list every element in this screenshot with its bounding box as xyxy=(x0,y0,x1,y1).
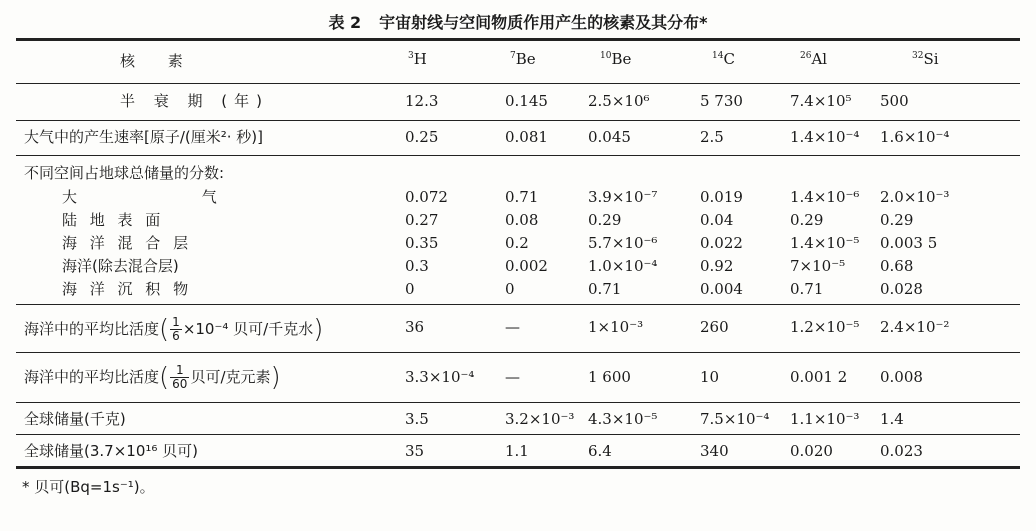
table-cell: 0.003 5 xyxy=(880,234,938,252)
table-cell: 0.002 xyxy=(505,257,548,275)
table-cell: 0.92 xyxy=(700,257,734,275)
rule-3 xyxy=(16,304,1020,305)
table-title xyxy=(0,10,1036,33)
table-cell: 7.4×10⁵ xyxy=(790,92,852,110)
table-cell: 260 xyxy=(700,318,729,336)
ocean-element-label: 海洋中的平均比活度( $\frac{1}{60}$ 贝可/克元素) xyxy=(24,362,281,393)
rule-6 xyxy=(16,434,1020,435)
table-cell: 0.2 xyxy=(505,234,529,252)
table-cell: 0.081 xyxy=(505,128,548,146)
table-cell: 0.072 xyxy=(405,188,448,206)
rule-1 xyxy=(16,120,1020,121)
table-title-text: 宇宙射线与空间物质作用产生的核素及其分布* xyxy=(379,13,708,32)
table-cell: 0.023 xyxy=(880,442,923,460)
nuclide-header xyxy=(510,50,536,68)
top-rule xyxy=(16,38,1020,41)
table-cell: 2.4×10⁻² xyxy=(880,318,950,336)
table-cell: 7.5×10⁻⁴ xyxy=(700,410,770,428)
table-cell: 0.71 xyxy=(790,280,824,298)
table-cell: 0.71 xyxy=(505,188,539,206)
table-cell: 2.0×10⁻³ xyxy=(880,188,950,206)
table-cell: 10 xyxy=(700,368,720,386)
nuclide-mass: 7 xyxy=(510,51,516,61)
nuclide-header xyxy=(800,50,827,68)
fraction-row-label: 海 洋 混 合 层 xyxy=(62,234,193,252)
table-cell: 3.2×10⁻³ xyxy=(505,410,575,428)
nuclide-header xyxy=(712,50,735,68)
table-cell: 1.1 xyxy=(505,442,529,460)
table-cell: 4.3×10⁻⁵ xyxy=(588,410,658,428)
table-cell: 1.4×10⁻⁴ xyxy=(790,128,860,146)
table-cell: 6.4 xyxy=(588,442,612,460)
table-cell: 0.25 xyxy=(405,128,439,146)
fraction-row-label: 大 气 xyxy=(62,188,277,206)
table-cell: 0.008 xyxy=(880,368,923,386)
table-cell: 1.1×10⁻³ xyxy=(790,410,860,428)
rate-label: 大气中的产生速率[原子/(厘米²· 秒)] xyxy=(24,128,264,146)
rule-2 xyxy=(16,155,1020,156)
table-cell: 5 730 xyxy=(700,92,743,110)
footnote: * 贝可(Bq=1s⁻¹)。 xyxy=(22,478,155,496)
table-cell: 0.08 xyxy=(505,211,539,229)
table-cell: 0.71 xyxy=(588,280,622,298)
fraction-row-label: 陆 地 表 面 xyxy=(62,211,165,229)
table-cell: — xyxy=(505,318,520,336)
nuclide-mass: 26 xyxy=(800,51,812,61)
table-cell: 2.5×10⁶ xyxy=(588,92,650,110)
table-cell: 0 xyxy=(405,280,415,298)
global-kg-label: 全球储量(千克) xyxy=(24,410,126,428)
fraction-row-label: 海洋(除去混合层) xyxy=(62,257,179,275)
nuclide-symbol: Al xyxy=(811,50,828,68)
table-cell: 3.5 xyxy=(405,410,429,428)
header-rule xyxy=(16,83,1020,84)
table-cell: 0 xyxy=(505,280,515,298)
nuclide-symbol: Be xyxy=(515,50,536,68)
table-cell: 2.5 xyxy=(700,128,724,146)
table-cell: 0.028 xyxy=(880,280,923,298)
table-cell: 0.001 2 xyxy=(790,368,848,386)
table-cell: 500 xyxy=(880,92,909,110)
table-cell: 0.35 xyxy=(405,234,439,252)
table-cell: 0.004 xyxy=(700,280,743,298)
nuclide-symbol: Be xyxy=(611,50,632,68)
nuclide-symbol: Si xyxy=(923,50,939,68)
table-cell: 0.29 xyxy=(880,211,914,229)
rule-4 xyxy=(16,352,1020,353)
table-cell: 1.4×10⁻⁵ xyxy=(790,234,860,252)
table-cell: 1 600 xyxy=(588,368,631,386)
table-cell: 3.9×10⁻⁷ xyxy=(588,188,658,206)
table-cell: 1.0×10⁻⁴ xyxy=(588,257,658,275)
table-cell: 0.020 xyxy=(790,442,833,460)
table-cell: 3.3×10⁻⁴ xyxy=(405,368,475,386)
table-cell: 5.7×10⁻⁶ xyxy=(588,234,658,252)
table-cell: 0.27 xyxy=(405,211,439,229)
table-cell: 1.6×10⁻⁴ xyxy=(880,128,950,146)
nuclide-mass: 14 xyxy=(712,51,724,61)
nuclide-header xyxy=(600,50,631,68)
table-cell: 0.045 xyxy=(588,128,631,146)
table-cell: 1.4 xyxy=(880,410,904,428)
nuclide-symbol: H xyxy=(413,50,427,68)
table-cell: 0.04 xyxy=(700,211,734,229)
table-cell: 35 xyxy=(405,442,425,460)
table-cell: 0.29 xyxy=(790,211,824,229)
header-label: 核 素 xyxy=(120,52,197,70)
half-life-label: 半 衰 期 (年) xyxy=(120,92,270,110)
table-cell: 0.29 xyxy=(588,211,622,229)
table-cell: 1.4×10⁻⁶ xyxy=(790,188,860,206)
table-cell: 12.3 xyxy=(405,92,439,110)
table-cell: 0.68 xyxy=(880,257,914,275)
nuclide-header xyxy=(408,50,427,68)
nuclide-symbol: C xyxy=(723,50,735,68)
nuclide-mass: 10 xyxy=(600,51,612,61)
global-bq-label: 全球储量(3.7×10¹⁶ 贝可) xyxy=(24,442,199,460)
nuclide-mass: 32 xyxy=(912,51,924,61)
table-cell: 36 xyxy=(405,318,425,336)
nuclide-mass: 3 xyxy=(408,51,414,61)
table-cell: 7×10⁻⁵ xyxy=(790,257,846,275)
table-cell: 1×10⁻³ xyxy=(588,318,644,336)
table-cell: 340 xyxy=(700,442,729,460)
nuclide-header xyxy=(912,50,939,68)
fraction-header: 不同空间占地球总储量的分数: xyxy=(24,164,225,182)
table-cell: 0.145 xyxy=(505,92,548,110)
table-number: 表 2 xyxy=(328,13,362,32)
table-cell: 0.3 xyxy=(405,257,429,275)
ocean-water-label: 海洋中的平均比活度( $\frac{1}{6}$ ×10⁻⁴ 贝可/千克水) xyxy=(24,314,324,345)
table-cell: — xyxy=(505,368,520,386)
fraction-row-label: 海 洋 沉 积 物 xyxy=(62,280,193,298)
rule-5 xyxy=(16,402,1020,403)
table-cell: 0.022 xyxy=(700,234,743,252)
table-cell: 0.019 xyxy=(700,188,743,206)
table-cell: 1.2×10⁻⁵ xyxy=(790,318,860,336)
bottom-rule xyxy=(16,466,1020,469)
